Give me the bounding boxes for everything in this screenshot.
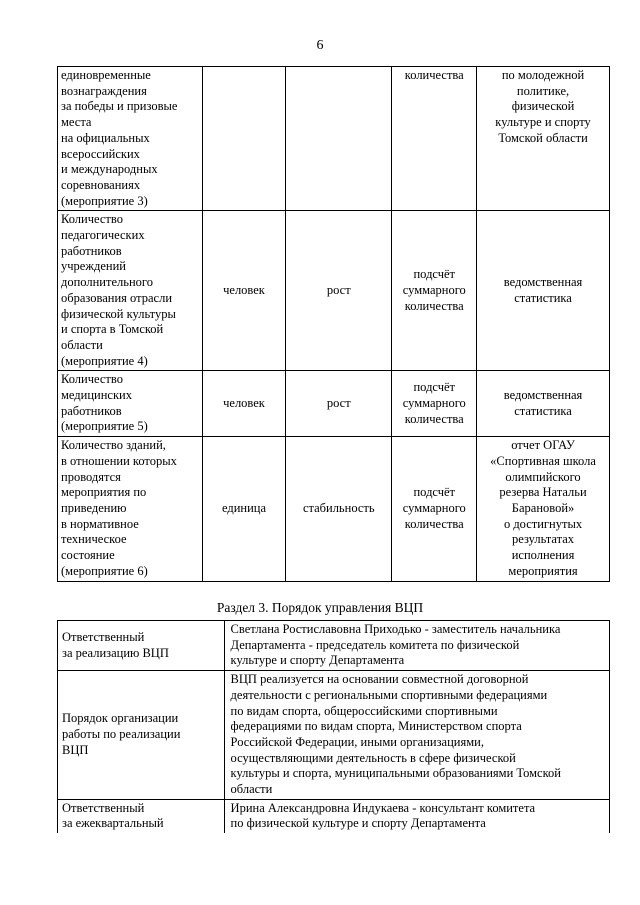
method-cell: подсчёт суммарного количества [392, 211, 477, 371]
source-cell: по молодежной политике, физической культуре и спорту Томской области [477, 67, 610, 211]
table-row [58, 621, 610, 671]
trend-cell: стабильность [286, 437, 392, 581]
indicators-table [57, 66, 610, 582]
trend-cell: рост [286, 211, 392, 371]
indicator-name-cell: единовременные вознаграждения за победы и призовые места на официальных всероссийских и международных соревнованиях (мероприятие 3) [58, 67, 203, 211]
unit-cell: человек [202, 211, 285, 371]
indicator-name-cell: Количество зданий, в отношении которых проводятся мероприятия по приведению в нормативное техническое состояние (мероприятие 6) [58, 437, 203, 581]
row-value-cell: Ирина Александровна Индукаева - консультант комитета по физической культуре и спорту Департамента [224, 799, 609, 833]
method-cell: подсчёт суммарного количества [392, 371, 477, 437]
row-label-cell: Порядок организации работы по реализации ВЦП [58, 671, 225, 800]
unit-cell: единица [202, 437, 285, 581]
table-row [58, 211, 610, 371]
method-cell: количества [392, 67, 477, 211]
source-cell: ведомственная статистика [477, 371, 610, 437]
row-value-cell: Светлана Ростиславовна Приходько - заместитель начальника Департамента - председатель комитета по физической культуре и спорту Департамента [224, 621, 609, 671]
unit-cell [202, 67, 285, 211]
table-row [58, 671, 610, 800]
trend-cell: рост [286, 371, 392, 437]
table-row [58, 371, 610, 437]
row-value-cell: ВЦП реализуется на основании совместной договорной деятельности с региональными спортивными федерациями по видам спорта, общероссийскими спортивными федерациями по видам спорта, Министерством спорта Российской Федерации, иными организациями, осуществляющими деятельность в сфере физической культуры и спорта, муниципальными образованиями Томской области [224, 671, 609, 800]
indicator-name-cell: Количество медицинских работников (мероприятие 5) [58, 371, 203, 437]
table-row [58, 437, 610, 581]
trend-cell [286, 67, 392, 211]
source-cell: отчет ОГАУ «Спортивная школа олимпийского резерва Натальи Барановой» о достигнутых результатах исполнения мероприятия [477, 437, 610, 581]
management-table [57, 620, 610, 833]
source-cell: ведомственная статистика [477, 211, 610, 371]
page-number: 6 [316, 38, 324, 53]
row-label-cell: Ответственный за реализацию ВЦП [58, 621, 225, 671]
indicator-name-cell: Количество педагогических работников учреждений дополнительного образования отрасли физической культуры и спорта в Томской области (мероприятие 4) [58, 211, 203, 371]
table-row [58, 799, 610, 833]
unit-cell: человек [202, 371, 285, 437]
method-cell: подсчёт суммарного количества [392, 437, 477, 581]
row-label-cell: Ответственный за ежеквартальный [58, 799, 225, 833]
section-title: Раздел 3. Порядок управления ВЦП [216, 600, 424, 615]
table-row [58, 67, 610, 211]
